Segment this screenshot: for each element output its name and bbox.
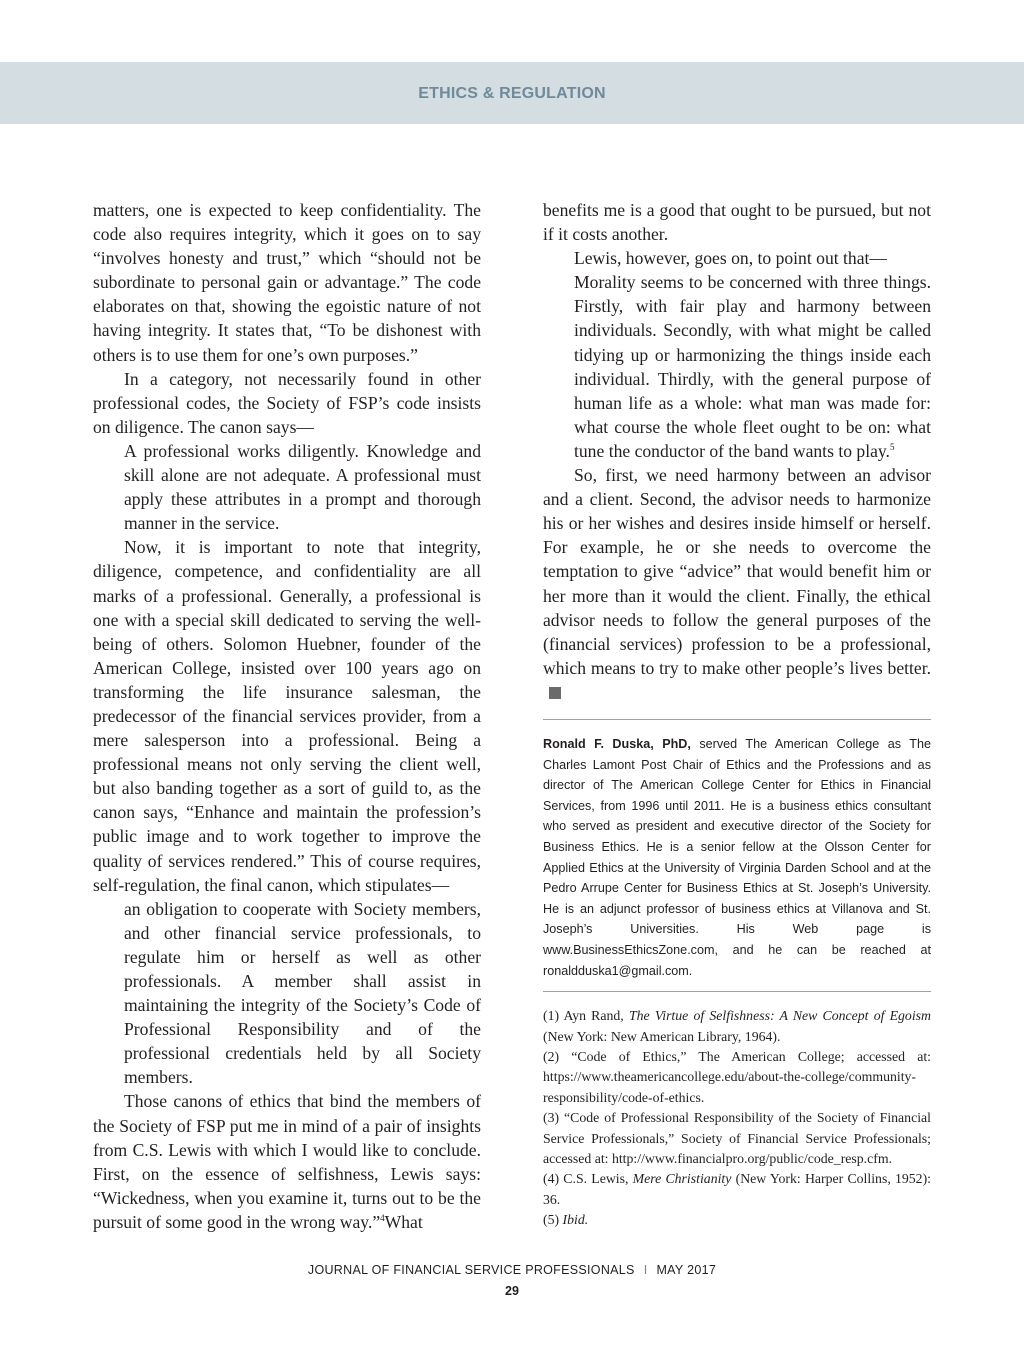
footnote-ref-4: 4 [380, 1213, 385, 1224]
footnote-5-prefix: (5) [543, 1212, 563, 1228]
left-paragraph-3: Now, it is important to note that integrity, diligence, competence, and confidentiality are all marks of a professional. Generally, a professional is one with a special skill dedicated to serving the well-being of others. Solomon Huebner, founder of the American College, insisted over 100 years ago on transforming the life insurance salesman, the predecessor of the financial services provider, from a mere salesperson into a professional. Being a professional means not only serving the client well, but also banding together as a sort of guild to, as the canon says, “Enhance and maintain the profession’s public image and to work together to improve the quality of services rendered.” This of course requires, self-regulation, the final canon, which stipulates— [93, 537, 481, 895]
left-paragraph-4-tail: What [384, 1211, 423, 1232]
diligence-canon-quote: A professional works diligently. Knowledge and skill alone are not adequate. A professional must apply these attributes in a prompt and thorough manner in the service. [124, 440, 481, 534]
bio-bottom-rule [543, 991, 931, 992]
footnote-4-suffix: (New York: Harper Collins, 1952): 36. [543, 1171, 931, 1207]
footnote-2: (2) “Code of Ethics,” The American College; accessed at: https://www.theamericancollege.edu/about-the-college/community-responsibility/code-of-ethics. [543, 1048, 931, 1105]
author-bio-text: served The American College as The Charles Lamont Post Chair of Ethics and the Professions and as director of The American College Center for Ethics in Financial Services, from 1996 until 2011. He is a business ethics consultant who served as president and executive director of the Society for Business Ethics. He is a senior fellow at the Olsson Center for Applied Ethics at the University of Virginia Darden School and at the Pedro Arrupe Center for Business Ethics at St. Joseph’s University. He is an adjunct professor of business ethics at Villanova and St. Joseph’s Universities. His Web page is www.BusinessEthicsZone.com, and he can be reached at ronaldduska1@gmail.com. [543, 736, 931, 978]
footnote-5-title: Ibid. [562, 1212, 589, 1228]
right-paragraph-2: Lewis, however, goes on, to point out that— [574, 248, 888, 269]
issue-date: MAY 2017 [656, 1263, 717, 1277]
footnote-4-title: Mere Christianity [632, 1171, 732, 1187]
right-body [543, 198, 931, 704]
right-paragraph-1: benefits me is a good that ought to be pursued, but not if it costs another. [543, 200, 931, 245]
author-name: Ronald F. Duska, PhD, [543, 736, 691, 751]
lewis-morality-quote-text: Morality seems to be concerned with three things. Firstly, with fair play and harmony between individuals. Secondly, with what might be called tidying up or harmonizing the things inside each individual. Thirdly, with the general purpose of human life as a whole: what man was made for: what course the whole fleet ought to be on: what tune the conductor of the band wants to play. [574, 272, 931, 461]
right-column [543, 198, 931, 1231]
footnote-4 [543, 1169, 931, 1210]
footnote-4-prefix: (4) C.S. Lewis, [543, 1171, 633, 1187]
lewis-morality-quote [574, 270, 931, 463]
right-paragraph-3 [543, 463, 931, 704]
footnote-3: (3) “Code of Professional Responsibility of the Society of Financial Service Professionals,” Society of Financial Service Professionals; accessed at: http://www.financialpro.org/public/code_resp.cfm. [543, 1110, 931, 1166]
left-paragraph-2: In a category, not necessarily found in other professional codes, the Society of FSP’s code insists on diligence. The canon says— [93, 368, 481, 437]
page-number: 29 [505, 1284, 519, 1298]
footer-journal-line [0, 1263, 1024, 1277]
footnote-1-suffix: (New York: New American Library, 1964). [543, 1028, 781, 1044]
footnote-1 [543, 1006, 931, 1047]
end-of-article-square-icon [549, 687, 561, 699]
footer-separator: I [643, 1263, 648, 1277]
left-paragraph-4 [93, 1089, 481, 1234]
footnotes [543, 1006, 931, 1230]
footnote-5 [543, 1210, 931, 1230]
journal-name: JOURNAL OF FINANCIAL SERVICE PROFESSIONALS [307, 1263, 635, 1277]
footnote-1-title: The Virtue of Selfishness: A New Concept of Egoism [628, 1008, 932, 1024]
left-paragraph-4-text: Those canons of ethics that bind the members of the Society of FSP put me in mind of a pair of insights from C.S. Lewis with which I would like to conclude. First, on the essence of selfishness, Lewis says: “Wickedness, when you examine it, turns out to be the pursuit of some good in the wrong way.” [93, 1091, 481, 1232]
right-paragraph-3-text: So, first, we need harmony between an advisor and a client. Second, the advisor needs to harmonize his or her wishes and desires inside himself or herself. For example, he or she needs to overcome the temptation to give “advice” that would benefit him or her more than it would the client. Finally, the ethical advisor needs to follow the general purposes of the (financial services) profession to be a professional, which means to try to make other people’s lives better. [543, 465, 931, 678]
bio-top-rule [543, 719, 931, 720]
footnote-ref-5: 5 [889, 442, 895, 453]
section-title: ETHICS & REGULATION [418, 85, 606, 102]
footnote-1-prefix: (1) Ayn Rand, [543, 1008, 629, 1024]
left-paragraph-1: matters, one is expected to keep confidentiality. The code also requires integrity, which it goes on to say “involves honesty and trust,” which “should not be subordinate to personal gain or advantage.” The code elaborates on that, showing the egoistic nature of not having integrity. It states that, “To be dishonest with others is to use them for one’s own purposes.” [93, 200, 481, 365]
author-bio [543, 734, 931, 981]
self-regulation-canon-quote: an obligation to cooperate with Society members, and other financial service professionals, to regulate him or herself as well as other professionals. A member shall assist in maintaining the integrity of the Society’s Code of Professional Responsibility and of the professional credentials held by all Society members. [124, 898, 481, 1088]
left-column [93, 198, 481, 1234]
